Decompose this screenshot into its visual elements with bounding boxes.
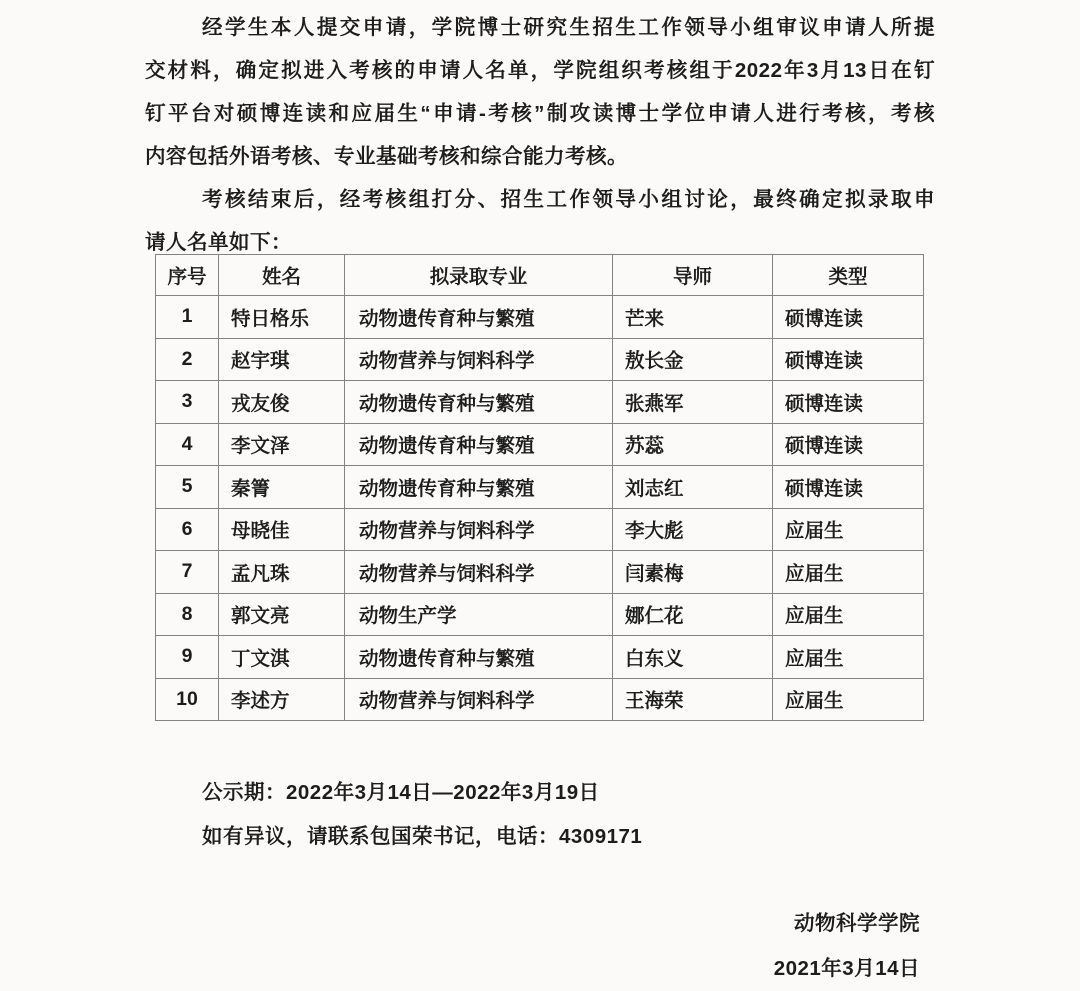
signature-block bbox=[774, 901, 920, 991]
cell-name: 秦箐 bbox=[219, 466, 345, 509]
paragraph2-line2: 请人名单如下： bbox=[145, 231, 292, 254]
cell-serial: 10 bbox=[156, 678, 219, 721]
cell-mentor: 敖长金 bbox=[613, 338, 773, 381]
cell-major: 动物营养与饲料科学 bbox=[345, 678, 613, 721]
table-row bbox=[156, 423, 924, 466]
cell-major: 动物营养与饲料科学 bbox=[345, 508, 613, 551]
notice-period-line: 公示期：2022年3月14日—2022年3月19日 bbox=[202, 781, 600, 804]
cell-mentor: 王海荣 bbox=[613, 678, 773, 721]
cell-major: 动物遗传育种与繁殖 bbox=[345, 466, 613, 509]
cell-major: 动物营养与饲料科学 bbox=[345, 338, 613, 381]
table-row bbox=[156, 296, 924, 339]
cell-major: 动物营养与饲料科学 bbox=[345, 551, 613, 594]
cell-mentor: 白东义 bbox=[613, 636, 773, 679]
cell-serial: 2 bbox=[156, 338, 219, 381]
signature-date: 2021年3月14日 bbox=[773, 957, 920, 980]
cell-type: 应届生 bbox=[773, 678, 924, 721]
cell-major: 动物遗传育种与繁殖 bbox=[345, 636, 613, 679]
cell-type: 硕博连读 bbox=[773, 296, 924, 339]
paragraph1-line2: 交材料，确定拟进入考核的申请人名单，学院组织考核组于2022年3月13日在钉 bbox=[145, 59, 935, 82]
admission-candidates-table bbox=[155, 254, 924, 721]
table-row bbox=[156, 636, 924, 679]
cell-mentor: 张燕军 bbox=[613, 381, 773, 424]
contact-line: 如有异议，请联系包国荣书记，电话：4309171 bbox=[202, 825, 643, 848]
cell-mentor: 刘志红 bbox=[613, 466, 773, 509]
cell-serial: 1 bbox=[156, 296, 219, 339]
cell-serial: 3 bbox=[156, 381, 219, 424]
cell-serial: 7 bbox=[156, 551, 219, 594]
cell-name: 戎友俊 bbox=[219, 381, 345, 424]
cell-mentor: 李大彪 bbox=[613, 508, 773, 551]
cell-type: 应届生 bbox=[773, 636, 924, 679]
cell-type: 硕博连读 bbox=[773, 466, 924, 509]
cell-serial: 9 bbox=[156, 636, 219, 679]
cell-mentor: 闫素梅 bbox=[613, 551, 773, 594]
cell-mentor: 娜仁花 bbox=[613, 593, 773, 636]
cell-name: 郭文亮 bbox=[219, 593, 345, 636]
cell-serial: 6 bbox=[156, 508, 219, 551]
cell-name: 孟凡珠 bbox=[219, 551, 345, 594]
cell-name: 李文泽 bbox=[219, 423, 345, 466]
cell-name: 特日格乐 bbox=[219, 296, 345, 339]
paragraph1-line4: 内容包括外语考核、专业基础考核和综合能力考核。 bbox=[145, 145, 628, 168]
header-mentor: 导师 bbox=[613, 255, 773, 296]
cell-type: 应届生 bbox=[773, 593, 924, 636]
cell-name: 李述方 bbox=[219, 678, 345, 721]
header-type: 类型 bbox=[773, 255, 924, 296]
cell-type: 硕博连读 bbox=[773, 381, 924, 424]
table-row bbox=[156, 381, 924, 424]
table-row bbox=[156, 508, 924, 551]
cell-major: 动物生产学 bbox=[345, 593, 613, 636]
cell-major: 动物遗传育种与繁殖 bbox=[345, 381, 613, 424]
table-row bbox=[156, 551, 924, 594]
cell-name: 母晓佳 bbox=[219, 508, 345, 551]
cell-major: 动物遗传育种与繁殖 bbox=[345, 423, 613, 466]
table-row bbox=[156, 593, 924, 636]
table-row bbox=[156, 466, 924, 509]
cell-mentor: 芒来 bbox=[613, 296, 773, 339]
cell-mentor: 苏蕊 bbox=[613, 423, 773, 466]
cell-type: 硕博连读 bbox=[773, 423, 924, 466]
cell-type: 应届生 bbox=[773, 508, 924, 551]
table-header-row bbox=[156, 255, 924, 296]
cell-type: 应届生 bbox=[773, 551, 924, 594]
header-name: 姓名 bbox=[219, 255, 345, 296]
cell-type: 硕博连读 bbox=[773, 338, 924, 381]
paragraph2-line1: 考核结束后，经考核组打分、招生工作领导小组讨论，最终确定拟录取申 bbox=[202, 188, 935, 211]
header-serial: 序号 bbox=[156, 255, 219, 296]
signature-college: 动物科学学院 bbox=[794, 912, 920, 935]
cell-name: 丁文淇 bbox=[219, 636, 345, 679]
body-text bbox=[145, 6, 935, 264]
paragraph1-line1: 经学生本人提交申请，学院博士研究生招生工作领导小组审议申请人所提 bbox=[202, 16, 935, 39]
header-major: 拟录取专业 bbox=[345, 255, 613, 296]
cell-serial: 5 bbox=[156, 466, 219, 509]
cell-serial: 4 bbox=[156, 423, 219, 466]
cell-serial: 8 bbox=[156, 593, 219, 636]
cell-name: 赵宇琪 bbox=[219, 338, 345, 381]
cell-major: 动物遗传育种与繁殖 bbox=[345, 296, 613, 339]
paragraph1-line3: 钉平台对硕博连读和应届生“申请-考核”制攻读博士学位申请人进行考核，考核 bbox=[145, 102, 935, 125]
table-row bbox=[156, 338, 924, 381]
table-row bbox=[156, 678, 924, 721]
